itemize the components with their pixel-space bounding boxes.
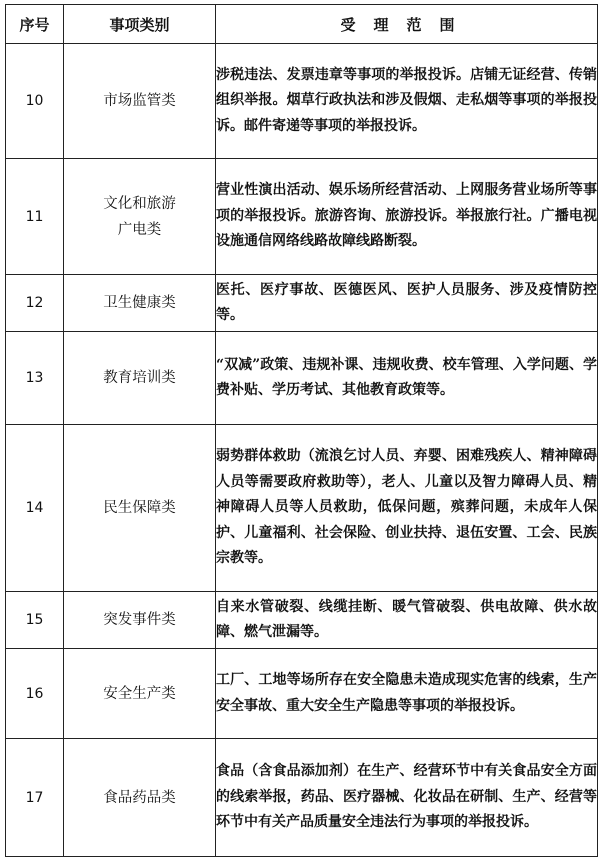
row-number: 11 [6,159,64,275]
row-number: 13 [6,332,64,425]
table-row [6,649,598,739]
row-category: 教育培训类 [64,332,216,425]
row-number: 17 [6,739,64,857]
table-row [6,275,598,332]
table-row [6,592,598,649]
table-header-row [6,5,598,44]
row-scope: 弱势群体救助（流浪乞讨人员、弃婴、困难残疾人、精神障碍人员等需要政府救助等），老人、儿童以及智力障碍人员、精神障碍人员等人员救助，低保问题，殡葬问题，未成年人保护、儿童福利、社会保险、创业扶持、退伍安置、工会、民族宗教等。 [216,425,598,592]
row-category: 安全生产类 [64,649,216,739]
row-scope: 医托、医疗事故、医德医风、医护人员服务、涉及疫情防控等。 [216,275,598,332]
row-category: 市场监管类 [64,44,216,159]
header-scope [216,5,598,44]
row-number: 12 [6,275,64,332]
row-scope: 工厂、工地等场所存在安全隐患未造成现实危害的线索，生产安全事故、重大安全生产隐患等事项的举报投诉。 [216,649,598,739]
row-number: 16 [6,649,64,739]
row-scope: 涉税违法、发票违章等事项的举报投诉。店铺无证经营、传销组织举报。烟草行政执法和涉及假烟、走私烟等事项的举报投诉。邮件寄递等事项的举报投诉。 [216,44,598,159]
row-category: 食品药品类 [64,739,216,857]
table-row [6,332,598,425]
row-category: 卫生健康类 [64,275,216,332]
header-category: 事项类别 [64,5,216,44]
row-category: 文化和旅游 广电类 [64,159,216,275]
table-row [6,425,598,592]
row-scope: 自来水管破裂、线缆挂断、暖气管破裂、供电故障、供水故障、燃气泄漏等。 [216,592,598,649]
row-scope: 营业性演出活动、娱乐场所经营活动、上网服务营业场所等事项的举报投诉。旅游咨询、旅游投诉。举报旅行社。广播电视设施通信网络线路故障线路断裂。 [216,159,598,275]
header-serial-number: 序号 [6,5,64,44]
row-number: 10 [6,44,64,159]
header-scope-text: 受理范围 [340,15,473,34]
row-category: 民生保障类 [64,425,216,592]
table-row [6,44,598,159]
row-number: 14 [6,425,64,592]
row-category: 突发事件类 [64,592,216,649]
service-scope-table [5,4,598,857]
row-scope: 食品（含食品添加剂）在生产、经营环节中有关食品安全方面的线索举报，药品、医疗器械、化妆品在研制、生产、经营等环节中有关产品质量安全违法行为事项的举报投诉。 [216,739,598,857]
row-number: 15 [6,592,64,649]
table-row [6,159,598,275]
table-row [6,739,598,857]
row-scope: “双减”政策、违规补课、违规收费、校车管理、入学问题、学费补贴、学历考试、其他教育政策等。 [216,332,598,425]
